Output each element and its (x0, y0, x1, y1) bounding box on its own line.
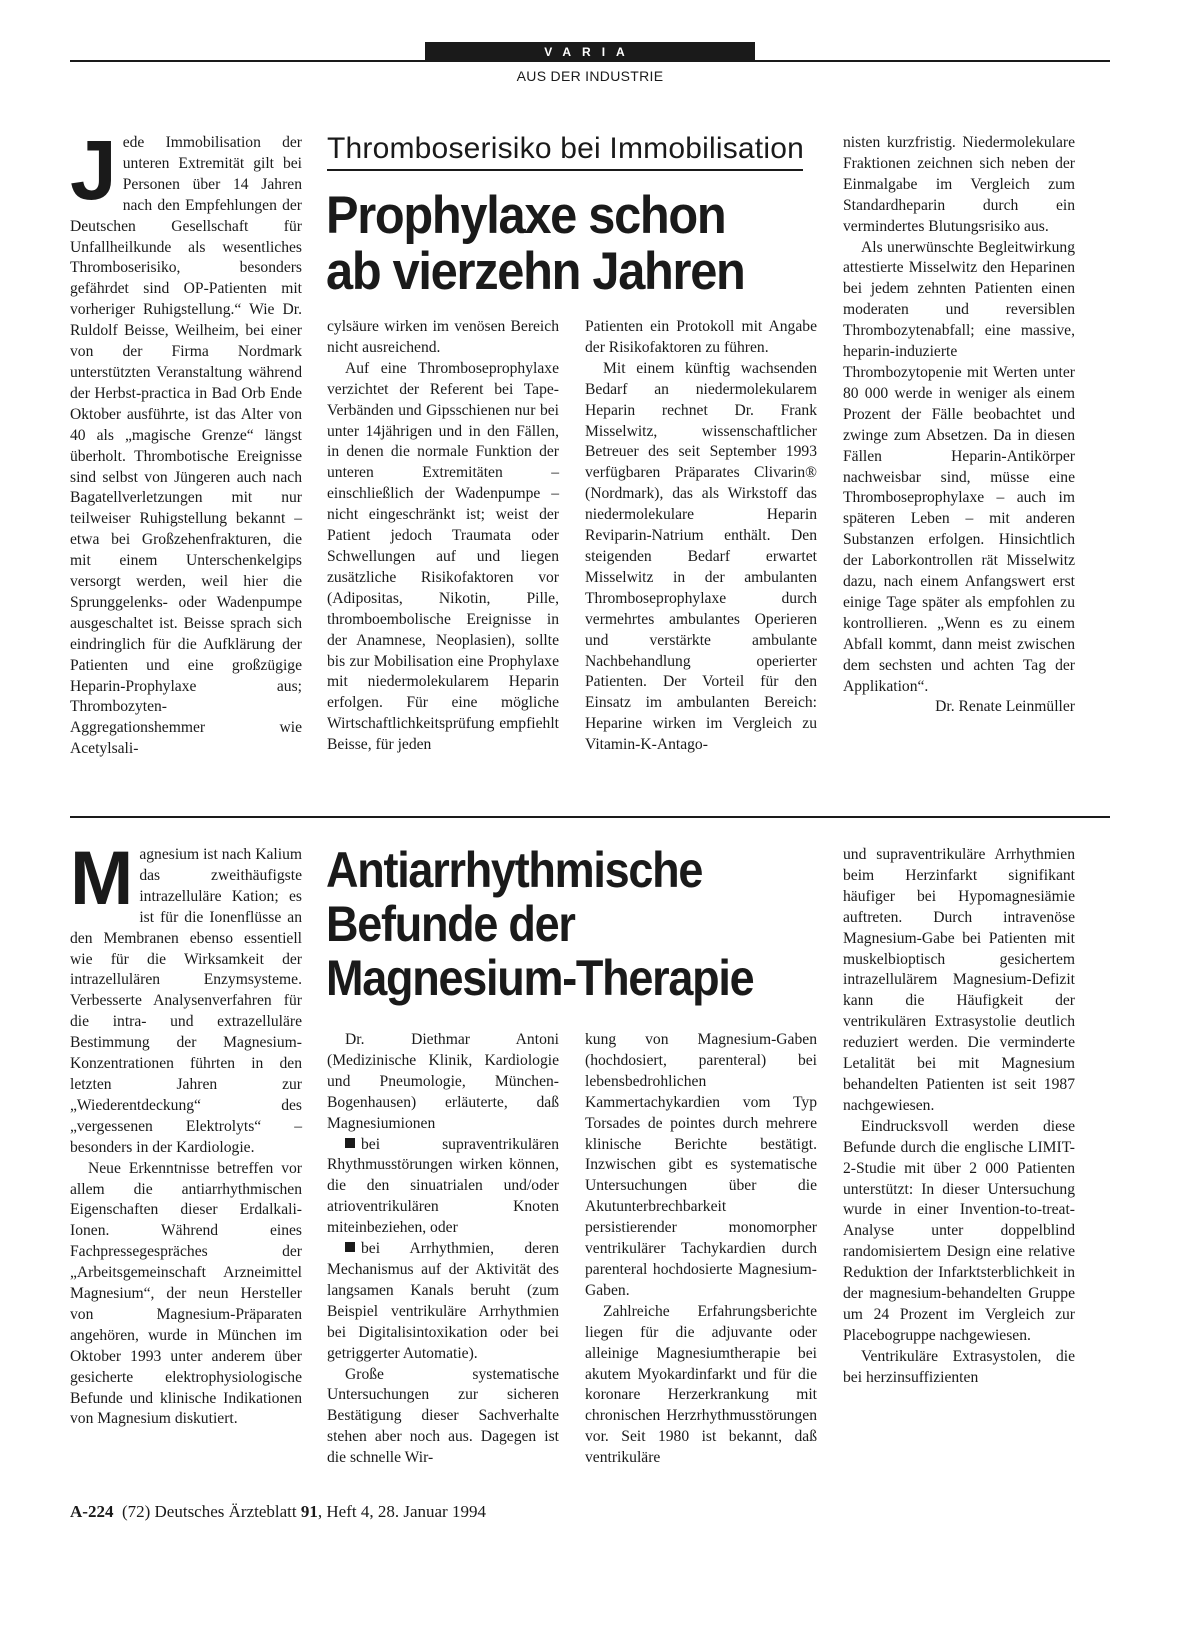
issue-date: , Heft 4, 28. Januar 1994 (317, 1502, 486, 1521)
article1-col2 (327, 317, 559, 756)
article2-col1 (70, 836, 302, 1430)
article2-headline-line1: Antiarrhythmische (326, 842, 703, 898)
article1-col4 (843, 133, 1075, 718)
article2-headline-line2: Befunde der (326, 896, 575, 952)
article2-dropcap: M (70, 836, 134, 921)
paragraph: agnesium ist nach Kalium das zweithäufigste intrazelluläre Kation; es ist für die Ionenflüsse an den Membranen ebenso essentiell wie für die Wirksamkeit der intrazellulären Enzymsysteme. Verbesserte Analysenverfahren für die intra- und extrazelluläre Bestimmung der Magnesium-Konzentrationen führten in den letzten Jahren zur „Wiederentdeckung“ des „vergessenen Elektrolyts“ – besonders in der Kardiologie. (70, 846, 302, 1156)
article2-col2 (327, 1030, 559, 1469)
kicker-underline (327, 169, 803, 171)
paragraph: Zahlreiche Erfahrungsberichte liegen für die adjuvante oder alleinige Magnesiumtherapie bei akutem Myokardinfarkt und für die koronare Herzerkrankung mit chronischen Herzrhythmusstörungen vor. Seit 1980 ist bekannt, daß ventrikuläre (585, 1302, 817, 1467)
page-folio (70, 1502, 486, 1522)
article-separator (70, 816, 1110, 818)
bullet-square (345, 1138, 355, 1148)
paragraph: bei Arrhythmien, deren Mechanismus auf der Aktivität des langsamen Kanals beruht (zum Beispiel ventrikuläre Arrhythmien bei Digitalisintoxikation oder bei getriggerter Automatie). (327, 1240, 559, 1362)
paragraph: Patienten ein Protokoll mit Angabe der Risikofaktoren zu führen. (585, 318, 817, 356)
paragraph: Als unerwünschte Begleitwirkung attestierte Misselwitz den Heparinen bei jedem zehnten Patienten einen moderaten und reversiblen Thrombozytenabfall; eine massive, heparin-induzierte Thrombozytopenie mit Werten unter 80 000 werde in weniger als einem Prozent der Fälle beobachtet und zwinge zum Absetzen. Da in diesen Fällen Heparin-Antikörper nachweisbar sind, müsse eine Thromboseprophylaxe – auch im späteren Leben – mit anderen Substanzen erfolgen. Hinsichtlich der Laborkontrollen rät Misselwitz dazu, nach einem Anfangswert erst einige Tage später als empfohlen zu kontrollieren. „Wenn es zu einem Abfall kommt, dann meist zwischen dem sechsten und achten Tag der Applikation“. (843, 238, 1075, 695)
paragraph: cylsäure wirken im venösen Bereich nicht ausreichend. (327, 318, 559, 356)
article1-col1 (70, 123, 302, 760)
journal-name: (72) Deutsches Ärzteblatt (121, 1502, 297, 1521)
paragraph: bei supraventrikulären Rhythmusstörungen wirken können, die den sinuatrialen und/oder atrioventrikulären Knoten miteinbeziehen, oder (327, 1135, 559, 1237)
volume-number: 91 (300, 1502, 318, 1521)
article2-col3 (585, 1030, 817, 1469)
rubric-label: VARIA (425, 42, 755, 62)
paragraph: Neue Erkenntnisse betreffen vor allem die antiarrhythmischen Eigenschaften dieser Erdalkali-Ionen. Während eines Fachpressegespräches der „Arbeitsgemeinschaft Arzneimittel Magnesium“, der neun Hersteller von Magnesium-Präparaten angehören, wurde in München im Oktober 1993 unter anderem über gesicherte elektrophysiologische Befunde und klinische Indikationen von Magnesium diskutiert. (70, 1159, 302, 1428)
article1-headline-line1: Prophylaxe schon (326, 186, 726, 245)
article1-headline-line2: ab vierzehn Jahren (326, 242, 745, 301)
paragraph: und supraventrikuläre Arrhythmien beim Herzinfarkt signifikant häufiger bei Hypomagnesiämie auftreten. Durch intravenöse Magnesium-Gabe bei Patienten mit muskelbioptisch gesichertem intrazellulärem Magnesium-Defizit kann die Häufigkeit der ventrikulären Extrasystolie deutlich reduziert werden. Die verminderte Letalität bei mit Magnesium behandelten Patienten ist seit 1987 nachgewiesen. (843, 846, 1075, 1114)
article1-kicker: Thromboserisiko bei Immobilisation (327, 132, 804, 165)
paragraph: Auf eine Thromboseprophylaxe verzichtet der Referent bei Tape-Verbänden und Gipsschienen nur bei unter 14jährigen und in den Fällen, in denen die normale Funktion der unteren Extremitäten – einschließlich der Wadenpumpe – nicht eingeschränkt ist; weist der Patient jedoch Traumata oder Schwellungen auf und liegen zusätzliche Risikofaktoren vor (Adipositas, Nikotin, Pille, thromboembolische Ereignisse in der Anamnese, Neoplasien), sollte bis zur Mobilisation eine Prophylaxe mit niedermolekularem Heparin erfolgen. Für eine mögliche Wirtschaftlichkeitsprüfung empfiehlt Beisse, für jeden (327, 359, 559, 754)
paragraph: Ventrikuläre Extrasystolen, die bei herzinsuffizienten (843, 1347, 1075, 1386)
section-label: AUS DER INDUSTRIE (516, 68, 664, 84)
paragraph: nisten kurzfristig. Niedermolekulare Fraktionen zeichnen sich neben der Einmalgabe im Vergleich zum Standardheparin durch ein vermindertes Blutungsrisiko aus. (843, 134, 1075, 235)
article1-col3 (585, 317, 817, 756)
paragraph: Eindrucksvoll werden diese Befunde durch die englische LIMIT-2-Studie mit über 2 000 Patienten unterstützt: In dieser Untersuchung wurde in einer Invention-to-treat-Analyse unter doppelblind randomisiertem Design eine relative Reduktion der Infarktsterblichkeit in der magnesium-behandelten Gruppe um 24 Prozent im Vergleich zur Placebogruppe nachgewiesen. (843, 1117, 1075, 1344)
article1-dropcap: J (70, 123, 117, 217)
paragraph: kung von Magnesium-Gaben (hochdosiert, parenteral) bei lebensbedrohlichen Kammertachykardien vom Typ Torsades de pointes durch mehrere klinische Berichte bestätigt. Inzwischen gibt es systematische Untersuchungen über die Akutunterbrechbarkeit persistierender monomorpher ventrikulärer Tachykardien durch parenteral hochdosierte Magnesium-Gaben. (585, 1031, 817, 1299)
author-signature: Dr. Renate Leinmüller (935, 698, 1075, 716)
paragraph: Mit einem künftig wachsenden Bedarf an niedermolekularem Heparin rechnet Dr. Frank Misselwitz, wissenschaftlicher Betreuer des seit September 1993 verfügbaren Präparates Clivarin® (Nordmark), das als Wirkstoff das niedermolekulare Heparin Reviparin-Natrium enthält. Den steigenden Bedarf erwartet Misselwitz in der ambulanten Thromboseprophylaxe durch vermehrtes ambulantes Operieren und verstärkte ambulante Nachbehandlung operierter Patienten. Der Vorteil für den Einsatz im ambulanten Bereich: Heparine wirken im Vergleich zu Vitamin-K-Antago- (585, 359, 817, 754)
article2-col4 (843, 845, 1075, 1389)
page-number: A-224 (70, 1502, 114, 1521)
article2-headline-line3: Magnesium-Therapie (326, 950, 754, 1006)
paragraph: Dr. Diethmar Antoni (Medizinische Klinik, Kardiologie und Pneumologie, München-Bogenhausen) erläuterte, daß Magnesiumionen (327, 1031, 559, 1132)
bullet-square (345, 1242, 355, 1252)
paragraph: Große systematische Untersuchungen zur sicheren Bestätigung dieser Sachverhalte stehen aber noch aus. Dagegen ist die schnelle Wir- (327, 1365, 559, 1467)
article1-col1-text: ede Immobilisation der unteren Extremität gilt bei Personen über 14 Jahren nach den Empfehlungen der Deutschen Gesellschaft für Unfallheilkunde als wesentliches Thromboserisiko, besonders gefährdet sind OP-Patienten mit vorheriger Ruhigstellung.“ Wie Dr. Ruldolf Beisse, Weilheim, bei einer von der Firma Nordmark unterstützten Veranstaltung während der Herbst-practica in Bad Orb Ende Oktober ausführte, ist das Alter von 40 als „magische Grenze“ längst überholt. Thrombotische Ereignisse sind selbst von Jüngeren auch nach Bagatellverletzungen mit nur teilweiser Ruhigstellung bekannt – etwa bei Großzehenfrakturen, die mit einem Unterschenkelgips versorgt werden, weil hier die Sprunggelenks- oder Wadenpumpe ausgeschaltet ist. Beisse sprach sich eindringlich für die Aufklärung der Patienten und eine großzügige Heparin-Prophylaxe aus; Thrombozyten-Aggregationshemmer wie Acetylsali- (70, 134, 302, 758)
